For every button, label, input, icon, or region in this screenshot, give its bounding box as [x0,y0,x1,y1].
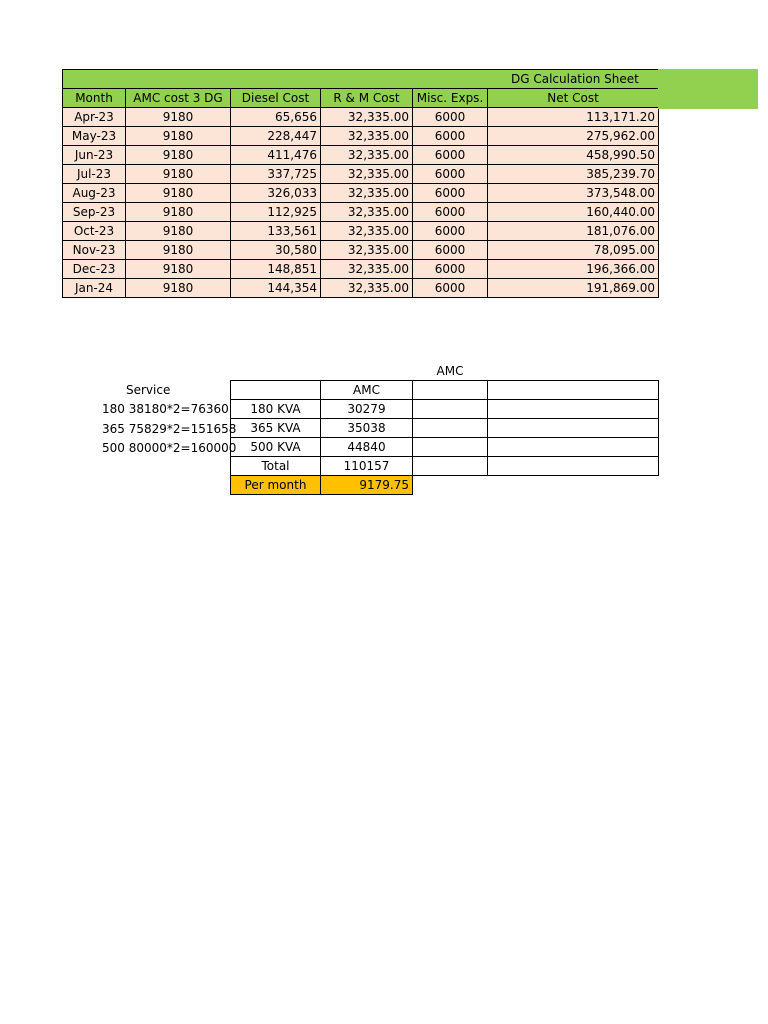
table-row [63,108,659,127]
amc-row [231,400,659,419]
col-header-misc: Misc. Exps. [413,89,488,108]
misc-cell: 6000 [413,184,488,203]
amc-total-row [231,457,659,476]
table-row [63,203,659,222]
green-header-extension [658,69,758,109]
amc-empty-cell [413,476,488,495]
month-cell: May-23 [63,127,126,146]
misc-cell: 6000 [413,241,488,260]
col-header-month: Month [63,89,126,108]
per-month-value: 9179.75 [321,476,413,495]
diesel-cost-cell: 144,354 [231,279,321,298]
amc-blank-cell [413,457,488,476]
amc-title: AMC [436,364,464,378]
misc-cell: 6000 [413,165,488,184]
col-header-amc: AMC cost 3 DG [126,89,231,108]
misc-cell: 6000 [413,260,488,279]
header-row [63,89,659,108]
rm-cost-cell: 32,335.00 [321,222,413,241]
diesel-cost-cell: 65,656 [231,108,321,127]
rm-cost-cell: 32,335.00 [321,241,413,260]
amc-cost-cell: 9180 [126,241,231,260]
month-cell: Dec-23 [63,260,126,279]
amc-value: 44840 [321,438,413,457]
amc-kva: 180 KVA [231,400,321,419]
net-cost-cell: 113,171.20 [488,108,659,127]
rm-cost-cell: 32,335.00 [321,127,413,146]
misc-cell: 6000 [413,279,488,298]
rm-cost-cell: 32,335.00 [321,184,413,203]
month-cell: Jul-23 [63,165,126,184]
net-cost-cell: 196,366.00 [488,260,659,279]
amc-blank-cell [413,381,488,400]
misc-cell: 6000 [413,222,488,241]
amc-total-value: 110157 [321,457,413,476]
month-cell: Jan-24 [63,279,126,298]
rm-cost-cell: 32,335.00 [321,165,413,184]
amc-cost-cell: 9180 [126,260,231,279]
net-cost-cell: 181,076.00 [488,222,659,241]
amc-cost-cell: 9180 [126,184,231,203]
month-cell: Oct-23 [63,222,126,241]
amc-cost-cell: 9180 [126,165,231,184]
col-header-diesel: Diesel Cost [231,89,321,108]
rm-cost-cell: 32,335.00 [321,260,413,279]
diesel-cost-cell: 148,851 [231,260,321,279]
amc-kva: 365 KVA [231,419,321,438]
misc-cell: 6000 [413,146,488,165]
col-header-rm: R & M Cost [321,89,413,108]
misc-cell: 6000 [413,108,488,127]
month-cell: Jun-23 [63,146,126,165]
sheet-title: DG Calculation Sheet [511,72,639,86]
amc-blank-cell [488,457,659,476]
rm-cost-cell: 32,335.00 [321,108,413,127]
amc-header-row [231,381,659,400]
amc-blank-cell [488,400,659,419]
amc-cost-cell: 9180 [126,279,231,298]
diesel-cost-cell: 30,580 [231,241,321,260]
misc-cell: 6000 [413,127,488,146]
table-row [63,165,659,184]
amc-blank-cell [488,381,659,400]
service-line: 365 75829*2=151658 [102,421,237,436]
amc-blank-cell [231,381,321,400]
rm-cost-cell: 32,335.00 [321,279,413,298]
service-label: Service [126,383,171,397]
rm-cost-cell: 32,335.00 [321,203,413,222]
amc-cost-cell: 9180 [126,108,231,127]
month-cell: Sep-23 [63,203,126,222]
amc-blank-cell [413,400,488,419]
per-month-label: Per month [231,476,321,495]
amc-cost-cell: 9180 [126,203,231,222]
amc-row [231,419,659,438]
net-cost-cell: 78,095.00 [488,241,659,260]
net-cost-cell: 458,990.50 [488,146,659,165]
net-cost-cell: 373,548.00 [488,184,659,203]
amc-header: AMC [321,381,413,400]
month-cell: Aug-23 [63,184,126,203]
amc-empty-cell [488,476,659,495]
amc-cost-cell: 9180 [126,222,231,241]
diesel-cost-cell: 326,033 [231,184,321,203]
table-row [63,146,659,165]
diesel-cost-cell: 133,561 [231,222,321,241]
diesel-cost-cell: 228,447 [231,127,321,146]
misc-cell: 6000 [413,203,488,222]
net-cost-cell: 160,440.00 [488,203,659,222]
table-row [63,279,659,298]
table-row [63,127,659,146]
table-row [63,260,659,279]
month-cell: Nov-23 [63,241,126,260]
service-list [102,400,236,459]
table-body [63,108,659,298]
amc-value: 35038 [321,419,413,438]
diesel-cost-cell: 337,725 [231,165,321,184]
table-row [63,222,659,241]
service-line: 180 38180*2=76360 [102,402,229,416]
amc-kva: 500 KVA [231,438,321,457]
table-row [63,184,659,203]
month-cell: Apr-23 [63,108,126,127]
amc-per-month-row [231,476,659,495]
amc-table [230,380,659,495]
amc-value: 30279 [321,400,413,419]
amc-blank-cell [413,438,488,457]
amc-row [231,438,659,457]
amc-total-label: Total [231,457,321,476]
amc-cost-cell: 9180 [126,127,231,146]
service-line: 500 80000*2=160000 [102,441,237,455]
amc-blank-cell [488,438,659,457]
diesel-cost-cell: 112,925 [231,203,321,222]
net-cost-cell: 385,239.70 [488,165,659,184]
net-cost-cell: 191,869.00 [488,279,659,298]
net-cost-cell: 275,962.00 [488,127,659,146]
amc-cost-cell: 9180 [126,146,231,165]
title-row [63,70,659,89]
table-row [63,241,659,260]
rm-cost-cell: 32,335.00 [321,146,413,165]
amc-blank-cell [413,419,488,438]
dg-calculation-table [62,69,659,298]
amc-blank-cell [488,419,659,438]
col-header-net: Net Cost [488,89,659,108]
diesel-cost-cell: 411,476 [231,146,321,165]
